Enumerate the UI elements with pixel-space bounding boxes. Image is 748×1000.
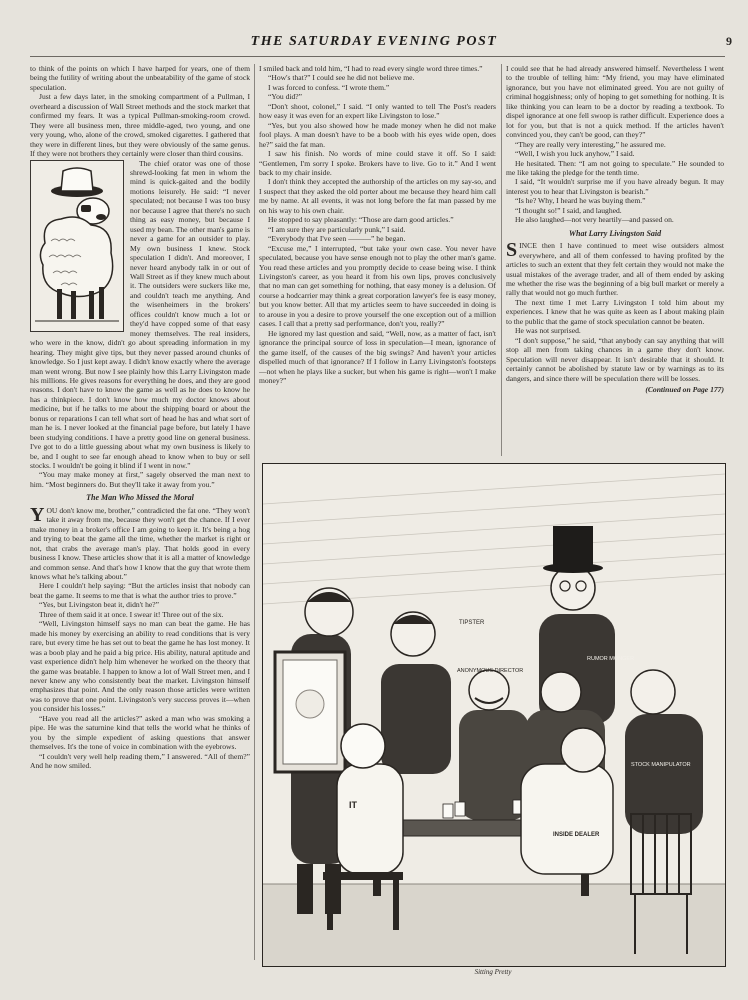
sheep-illustration [30,160,124,332]
paragraph: I smiled back and told him, “I had to read every single word three times.” [259,64,483,73]
tipster-label: TIPSTER [459,620,485,626]
paragraph: I don't think they accepted the authorship of the articles on my say-so, and I suspect that they asked the old porter about me because they heard him call me by name. At all events, it was not long before the fat man passed by me on his way to his own chair. [259,177,496,215]
it-label: IT [349,800,357,810]
paragraph: “Is he? Why, I heard he was buying them.” [515,196,646,206]
paragraph: “Don't shoot, colonel,” I said. “I only wanted to tell The Post's readers how easy it was even for an expert like Livingston to lose.” [259,101,496,121]
paragraph: “Yes, but Livingston beat it, didn't he?” [39,600,159,610]
header-rule [30,56,725,57]
rumor-monger-label: RUMOR MONGER [587,656,635,662]
paragraph: “Yes, but you also showed how he made money when he did not make fool plays. A man doesn't have to be a boob with his eyes wide open, does he?” said the fat man. [259,120,496,149]
paragraph: “I don't suppose,” he said, “that anybody can say anything that will stop all men from taking chances in a game they don't know. Speculation will never disappear. It isn't desirable that it should. It certainly cannot be abolished by statute law or by warnings as to its dangers, and since there will be speculation there will be losses. [506,335,724,383]
column-divider [254,64,255,960]
paragraph: I was forced to confess. “I wrote them.” [268,82,390,92]
paragraph-text: OU don't know me, brother,” contradicted the fat one. “They won't take it away from me, because they won't get the chance. If I ever make money in a broker's office I am going to keep it. It's being a hog and trying to beat the game all the time, whether the market is right or not, that crabs the average man's play. That holds good in every business I know. These articles show that it is all a matter of knowledge and common sense. And that's how I know that the guy that wrote them knows what he's talking about.” [30,505,250,582]
stock-manipulator-label: STOCK MANIPULATOR [631,762,691,768]
subheading: The Man Who Missed the Moral [86,493,194,503]
paragraph: I said, “It wouldn't surprise me if you have already begun. It may interest you to hear that Livingston is bearish.” [506,177,724,196]
paragraph: He stopped to say pleasantly: “Those are darn good articles.” [268,215,454,225]
cartoon-illustration [262,463,726,967]
paragraph: He was not surprised. [515,326,581,336]
paragraph: “You may make money at first,” sagely observed the man next to him. “Most beginners do. But they'll take it away from you.” [30,470,250,489]
paragraph: The chief orator was one of those shrewd-looking fat men in whom the mind is quick-gaited and the bodily motions leisurely. He said: “I never speculated; not because I was too busy nor because I agree that there's no such thing as easy money, but because I used my bean. The other man's game is never a game for an outsider to play. My own business I knew. Stock speculation I didn't. And moreover, I never heard anybody talk in or out of Wall Street as if they knew much about it. The outsiders were suckers like me, and couldn't teach me anything. And the wisenheimers in the brokers' offices couldn't know much a lot or they'd have copped some of that easy money themselves. The real insiders, who were in the know, didn't go about spreading information in my hearing. They might give tips, but they never passed around chunks of knowledge. So I just kept away. I didn't know exactly where the average man went wrong. But now I see plainly how this Larry Livingston made his millions. He gives reasons for everything he does, and they are good reasons. I don't have to know the game as well as he does to know he has a thinkpiece. I don't know how much my doctor knows about medicine, but if he talks to me about the shipping board or about the bonus or reparations I can tell what sort of head he has and what sort of man he is. I never looked at the financial page before, but lately I have been studying conditions. I have a pretty good line on general business. I've got to do a little guessing about what my own business is likely to be, and I ought to see far enough ahead to know when to buy or sell stocks. I wouldn't be going it blind if I went in now.” [30,158,250,471]
anonymous-director-label: ANONYMOUS DIRECTOR [457,668,524,674]
drop-cap: Y [30,503,45,526]
cartoon-caption: Sitting Pretty [474,968,512,976]
paragraph: I saw his finish. No words of mine could stave it off. So I said: “Gentlemen, I'm sorry I spoke. Brokers have to live. Go to it.” And I went back to my chair inside. [259,149,496,177]
column-2 [259,64,496,456]
paragraph: “You did?” [268,92,303,102]
paragraph: “Everybody that I've seen ———” he began. [268,234,406,244]
paragraph: He also laughed—not very heartily—and passed on. [515,215,674,225]
column-1 [30,64,250,960]
paragraph: He hesitated. Then: “I am not going to speculate.” He sounded to me like taking the pledge for the tenth time. [506,158,724,177]
subheading: What Larry Livingston Said [568,228,662,238]
page-number: 9 [726,34,732,48]
masthead [0,34,748,54]
paragraph: to think of the points on which I have harped for years, one of them being the futility of writing about the unbeatability of the game of stock speculation. [30,64,250,92]
paragraph: He ignored my last question and said, “Well, now, as a matter of fact, isn't ignorance the principal source of loss in speculation—I mean, ignorance of the game itself, of the causes of the big swings? And haven't your articles dispelled much of that ignorance? If I follow in Larry Livingston's footsteps—not when he plays like a sucker, but when his game is right—won't I make money?” [259,328,496,385]
paragraph: Here I couldn't help saying: “But the articles insist that nobody can beat the game. It seems to me that is what the author tries to prove.” [30,581,250,600]
inside-dealer-label: INSIDE DEALER [553,832,600,838]
paragraph: “I couldn't very well help reading them,” I answered. “All of them?” And he now smiled. [30,751,250,771]
paragraph: “Well, Livingston himself says no man can beat the game. He has made his money by exercising an ability to read conditions that is very rare, but every time he has set out to beat the game he has lost money. It was a boob play and he paid a big price. His ability, natural aptitude and vast experience didn't help him whenever he worked on the theory that the game was beatable. I happen to know a lot of Wall Street men, and I never knew any who consistently beat the market. Livingston himself emphasizes that point. And the only reason those articles were written was to prove that one point. Livingston's very success proves it—when you consider his losses.” [30,619,250,714]
paragraph: “They are really very interesting,” he assured me. [515,139,666,149]
paragraph: “Excuse me,” I interrupted, “but take your own case. You never have speculated, because you have sense enough not to play the other man's game. You read these articles and you promptly decide to cease being wise. I think Livingston's career, as you heard it from his own lips, proves conclusively that no man can get something for nothing, that easy money is a delusion. Of course a hodcarrier may think a great corporation lawyer's fee is easy money, but you know better. All that my articles seem to have succeeded in doing is to arouse in you a desire to prove yourself the one exception out of a million cases. I call that a pretty sad performance, don't you, really?” [259,243,496,329]
publication-title: THE SATURDAY EVENING POST [250,34,498,49]
column-3 [506,64,724,456]
paragraph: “Well, I wish you luck anyhow,” I said. [515,149,635,159]
column-divider [501,64,502,456]
paragraph-text: INCE then I have continued to meet wise outsiders almost everywhere, and all of them confessed to having profited by the articles to such an extent that they felt certain they would not make the usual mistakes of the average trader, and all of them ended by asking me whether the rise was the beginning of a big bull market or merely a rally that would not go much further. [506,241,724,298]
paragraph: I could see that he had already answered himself. Nevertheless I went to the trouble of telling him: “My friend, you may have eliminated ignorance, but you have not eliminated greed. You are not guilty of criminal hoggishness; only of hoping to get something for nothing. It is like thinking you can learn to be a doctor by reading a textbook. To dispel ignorance at one fell swoop is rather difficult. Experience does a lot for you, but that is not a quick method. If the articles haven't convinced you, they can't be good, can they?” [506,64,724,140]
paragraph [506,241,724,298]
continued-note: (Continued on Page 177) [645,384,724,394]
paragraph: “Have you read all the articles?” asked a man who was smoking a pipe. He was the saturnine kind that tells the world what he thinks of you by the simple expedient of asking questions that answer themselves. It's the tone of voice in combination with the eyebrows. [30,713,250,752]
paragraph: “I am sure they are particularly punk,” I said. [268,224,406,234]
paragraph: “How's that?” I could see he did not believe me. [268,73,415,83]
paragraph [30,503,250,582]
paragraph: Just a few days later, in the smoking compartment of a Pullman, I overheard a discussion of Wall Street methods and the stock market that confirmed my fears. It was a typical Pullman-smoking-room crowd. They were all business men, three middle-aged, two young, and one very young, who, alone of the crowd, smoked cigarettes. I gathered that they were in different lines, but they were obviously of the same genus. If they were not brothers they certainly were closer than third cousins. [30,92,250,159]
drop-cap: S [506,239,518,262]
paragraph: “I thought so!” I said, and laughed. [515,205,622,215]
paragraph: Three of them said it at once. I swear it! Three out of the six. [39,609,224,619]
paragraph: The next time I met Larry Livingston I told him about my experiences. I knew that he was quite as keen as I about making plain to the public that the game of stock speculation cannot be beaten. [506,297,724,326]
